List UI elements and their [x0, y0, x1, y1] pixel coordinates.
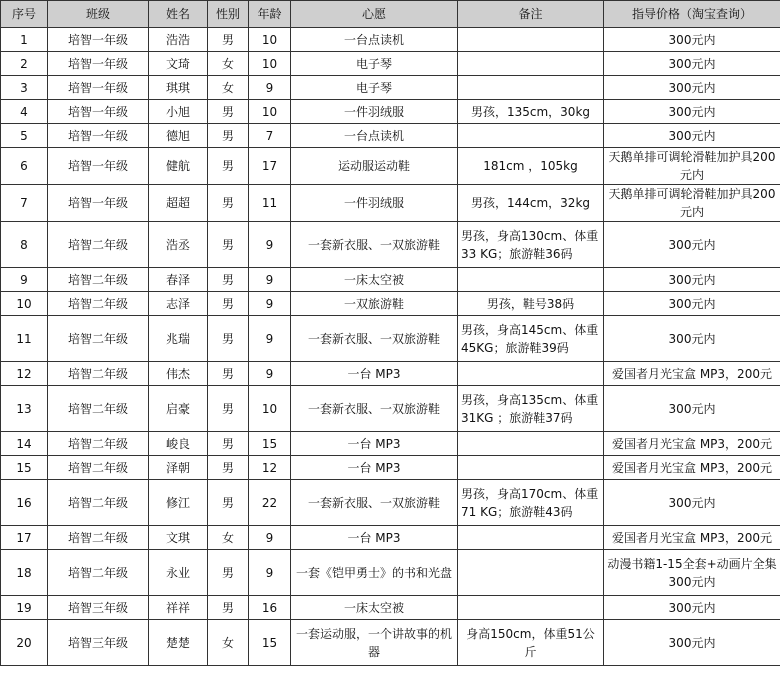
cell-no: 20: [1, 620, 48, 666]
cell-no: 5: [1, 124, 48, 148]
header-wish: 心愿: [291, 1, 458, 28]
cell-age: 10: [249, 386, 291, 432]
table-row: [1, 100, 780, 124]
cell-name: 志泽: [149, 292, 208, 316]
cell-sex: 男: [208, 148, 249, 185]
cell-class: 培智一年级: [48, 28, 149, 52]
cell-wish: 一套新衣服、一双旅游鞋: [291, 386, 458, 432]
table-row: [1, 222, 780, 268]
cell-no: 8: [1, 222, 48, 268]
cell-price: 300元内: [604, 124, 780, 148]
cell-class: 培智二年级: [48, 526, 149, 550]
cell-no: 14: [1, 432, 48, 456]
cell-age: 9: [249, 550, 291, 596]
cell-age: 9: [249, 268, 291, 292]
table-row: [1, 456, 780, 480]
cell-wish: 一件羽绒服: [291, 185, 458, 222]
cell-price: 天鹅单排可调轮滑鞋加护具200元内: [604, 148, 780, 185]
cell-age: 16: [249, 596, 291, 620]
cell-note: 181cm ，105kg: [458, 148, 604, 185]
cell-sex: 男: [208, 550, 249, 596]
cell-no: 19: [1, 596, 48, 620]
cell-age: 9: [249, 76, 291, 100]
cell-age: 15: [249, 432, 291, 456]
cell-name: 琪琪: [149, 76, 208, 100]
cell-class: 培智二年级: [48, 316, 149, 362]
cell-note: 男孩，身高130cm、体重 33 KG；旅游鞋36码: [458, 222, 604, 268]
cell-wish: 一台 MP3: [291, 362, 458, 386]
cell-sex: 男: [208, 268, 249, 292]
cell-note: 身高150cm，体重51公斤: [458, 620, 604, 666]
cell-no: 6: [1, 148, 48, 185]
cell-class: 培智二年级: [48, 292, 149, 316]
cell-wish: 一床太空被: [291, 268, 458, 292]
header-row: [1, 1, 780, 28]
cell-sex: 男: [208, 292, 249, 316]
cell-sex: 男: [208, 480, 249, 526]
table-row: [1, 185, 780, 222]
cell-sex: 男: [208, 100, 249, 124]
cell-wish: 一床太空被: [291, 596, 458, 620]
cell-note: [458, 52, 604, 76]
cell-age: 17: [249, 148, 291, 185]
cell-price: 300元内: [604, 76, 780, 100]
cell-class: 培智一年级: [48, 124, 149, 148]
cell-class: 培智二年级: [48, 362, 149, 386]
cell-class: 培智三年级: [48, 596, 149, 620]
cell-price: 300元内: [604, 292, 780, 316]
cell-wish: 一台 MP3: [291, 432, 458, 456]
cell-note: 男孩，身高170cm、体重 71 KG；旅游鞋43码: [458, 480, 604, 526]
cell-name: 文琪: [149, 526, 208, 550]
table-row: [1, 28, 780, 52]
cell-class: 培智二年级: [48, 222, 149, 268]
cell-note: 男孩，鞋号38码: [458, 292, 604, 316]
cell-name: 浩浩: [149, 28, 208, 52]
header-sex: 性别: [208, 1, 249, 28]
table-row: [1, 596, 780, 620]
cell-price: 天鹅单排可调轮滑鞋加护具200元内: [604, 185, 780, 222]
cell-wish: 一件羽绒服: [291, 100, 458, 124]
cell-price: 300元内: [604, 480, 780, 526]
cell-price: 爱国者月光宝盒 MP3，200元: [604, 456, 780, 480]
cell-price: 300元内: [604, 100, 780, 124]
header-no: 序号: [1, 1, 48, 28]
cell-name: 修江: [149, 480, 208, 526]
table-row: [1, 480, 780, 526]
table-row: [1, 620, 780, 666]
cell-price: 动漫书籍1-15全套+动画片全集300元内: [604, 550, 780, 596]
cell-age: 10: [249, 28, 291, 52]
cell-age: 9: [249, 222, 291, 268]
cell-name: 小旭: [149, 100, 208, 124]
cell-note: [458, 362, 604, 386]
cell-price: 300元内: [604, 52, 780, 76]
cell-no: 10: [1, 292, 48, 316]
header-class: 班级: [48, 1, 149, 28]
header-age: 年龄: [249, 1, 291, 28]
cell-sex: 男: [208, 222, 249, 268]
cell-class: 培智一年级: [48, 148, 149, 185]
cell-age: 10: [249, 100, 291, 124]
cell-class: 培智三年级: [48, 620, 149, 666]
cell-wish: 电子琴: [291, 52, 458, 76]
cell-note: 男孩，身高145cm、体重 45KG；旅游鞋39码: [458, 316, 604, 362]
cell-no: 16: [1, 480, 48, 526]
cell-note: [458, 526, 604, 550]
cell-no: 17: [1, 526, 48, 550]
cell-sex: 男: [208, 432, 249, 456]
cell-name: 浩丞: [149, 222, 208, 268]
table-row: [1, 386, 780, 432]
cell-wish: 一套运动服，一个讲故事的机器: [291, 620, 458, 666]
header-note: 备注: [458, 1, 604, 28]
header-price: 指导价格（淘宝查询）: [604, 1, 780, 28]
cell-wish: 一套《铠甲勇士》的书和光盘: [291, 550, 458, 596]
table-row: [1, 362, 780, 386]
cell-price: 300元内: [604, 620, 780, 666]
cell-note: [458, 550, 604, 596]
cell-name: 永业: [149, 550, 208, 596]
cell-sex: 女: [208, 76, 249, 100]
cell-class: 培智二年级: [48, 268, 149, 292]
cell-class: 培智一年级: [48, 76, 149, 100]
cell-age: 15: [249, 620, 291, 666]
cell-name: 伟杰: [149, 362, 208, 386]
cell-name: 祥祥: [149, 596, 208, 620]
table-row: [1, 268, 780, 292]
cell-price: 爱国者月光宝盒 MP3，200元: [604, 526, 780, 550]
cell-age: 7: [249, 124, 291, 148]
table-row: [1, 124, 780, 148]
cell-note: [458, 456, 604, 480]
cell-sex: 女: [208, 526, 249, 550]
cell-name: 楚楚: [149, 620, 208, 666]
table-row: [1, 148, 780, 185]
cell-sex: 男: [208, 386, 249, 432]
cell-note: [458, 268, 604, 292]
cell-class: 培智二年级: [48, 550, 149, 596]
cell-sex: 女: [208, 620, 249, 666]
cell-age: 11: [249, 185, 291, 222]
cell-age: 22: [249, 480, 291, 526]
cell-note: 男孩，135cm，30kg: [458, 100, 604, 124]
cell-name: 文琦: [149, 52, 208, 76]
cell-class: 培智二年级: [48, 480, 149, 526]
cell-class: 培智一年级: [48, 100, 149, 124]
table-row: [1, 550, 780, 596]
cell-note: [458, 596, 604, 620]
cell-name: 健航: [149, 148, 208, 185]
cell-price: 300元内: [604, 222, 780, 268]
cell-sex: 男: [208, 124, 249, 148]
cell-no: 1: [1, 28, 48, 52]
table-row: [1, 526, 780, 550]
cell-class: 培智二年级: [48, 386, 149, 432]
cell-no: 12: [1, 362, 48, 386]
cell-no: 9: [1, 268, 48, 292]
cell-price: 300元内: [604, 596, 780, 620]
cell-age: 9: [249, 316, 291, 362]
header-name: 姓名: [149, 1, 208, 28]
cell-wish: 一台点读机: [291, 28, 458, 52]
table-row: [1, 76, 780, 100]
cell-sex: 男: [208, 362, 249, 386]
cell-no: 2: [1, 52, 48, 76]
cell-age: 12: [249, 456, 291, 480]
cell-name: 德旭: [149, 124, 208, 148]
cell-wish: 一台 MP3: [291, 526, 458, 550]
cell-wish: 一双旅游鞋: [291, 292, 458, 316]
table-row: [1, 52, 780, 76]
cell-sex: 男: [208, 28, 249, 52]
cell-note: [458, 432, 604, 456]
cell-price: 爱国者月光宝盒 MP3，200元: [604, 432, 780, 456]
cell-no: 18: [1, 550, 48, 596]
cell-no: 4: [1, 100, 48, 124]
table-row: [1, 316, 780, 362]
cell-wish: 一套新衣服、一双旅游鞋: [291, 222, 458, 268]
cell-age: 9: [249, 526, 291, 550]
cell-sex: 男: [208, 316, 249, 362]
cell-no: 7: [1, 185, 48, 222]
table-row: [1, 292, 780, 316]
cell-no: 3: [1, 76, 48, 100]
cell-price: 300元内: [604, 268, 780, 292]
cell-price: 300元内: [604, 28, 780, 52]
cell-name: 春泽: [149, 268, 208, 292]
cell-class: 培智二年级: [48, 432, 149, 456]
cell-price: 300元内: [604, 386, 780, 432]
cell-no: 13: [1, 386, 48, 432]
cell-note: 男孩，144cm，32kg: [458, 185, 604, 222]
cell-class: 培智二年级: [48, 456, 149, 480]
cell-note: [458, 76, 604, 100]
cell-price: 300元内: [604, 316, 780, 362]
cell-age: 10: [249, 52, 291, 76]
cell-name: 泽朝: [149, 456, 208, 480]
cell-name: 启豪: [149, 386, 208, 432]
cell-note: [458, 124, 604, 148]
cell-name: 兆瑞: [149, 316, 208, 362]
cell-wish: 电子琴: [291, 76, 458, 100]
cell-no: 15: [1, 456, 48, 480]
cell-class: 培智一年级: [48, 52, 149, 76]
cell-sex: 男: [208, 596, 249, 620]
cell-age: 9: [249, 292, 291, 316]
cell-wish: 一台 MP3: [291, 456, 458, 480]
cell-wish: 一套新衣服、一双旅游鞋: [291, 316, 458, 362]
cell-sex: 男: [208, 185, 249, 222]
cell-sex: 男: [208, 456, 249, 480]
cell-note: 男孩，身高135cm、体重 31KG ；旅游鞋37码: [458, 386, 604, 432]
cell-age: 9: [249, 362, 291, 386]
cell-note: [458, 28, 604, 52]
cell-sex: 女: [208, 52, 249, 76]
table-row: [1, 432, 780, 456]
cell-wish: 运动服运动鞋: [291, 148, 458, 185]
cell-name: 超超: [149, 185, 208, 222]
cell-class: 培智一年级: [48, 185, 149, 222]
cell-wish: 一台点读机: [291, 124, 458, 148]
cell-name: 峻良: [149, 432, 208, 456]
cell-no: 11: [1, 316, 48, 362]
cell-wish: 一套新衣服、一双旅游鞋: [291, 480, 458, 526]
cell-price: 爱国者月光宝盒 MP3，200元: [604, 362, 780, 386]
